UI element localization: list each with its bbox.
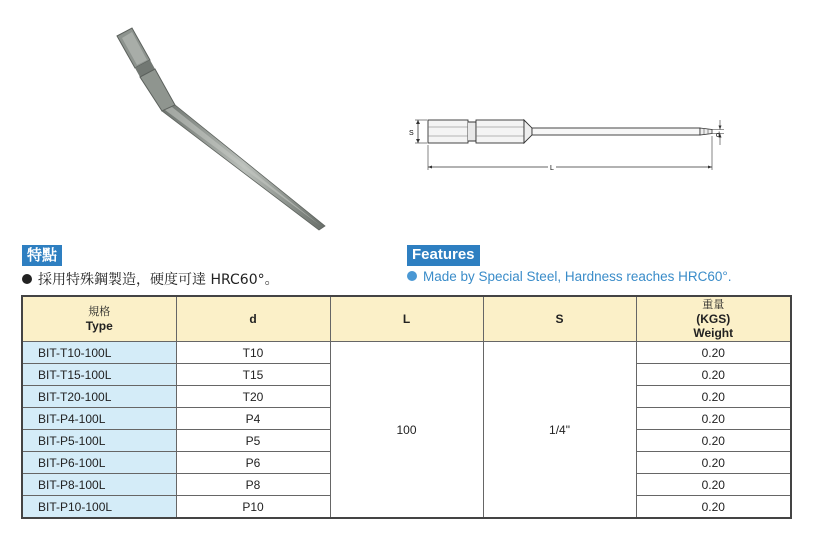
- header-weight-cn: 重量: [702, 298, 725, 311]
- cell-l-shared: 100: [330, 342, 483, 519]
- cell-d: P6: [176, 452, 330, 474]
- header-weight-unit: (KGS): [696, 312, 731, 326]
- header-type: [22, 296, 176, 342]
- cell-d: T15: [176, 364, 330, 386]
- product-photo: [95, 20, 335, 240]
- spec-table: [21, 295, 792, 519]
- cell-type: BIT-P6-100L: [22, 452, 176, 474]
- cell-s-shared: 1/4": [483, 342, 636, 519]
- cell-weight: 0.20: [636, 386, 791, 408]
- header-weight-en: Weight: [693, 326, 734, 340]
- header-type-cn: 規格: [88, 305, 111, 318]
- cell-d: T10: [176, 342, 330, 364]
- cell-d: P4: [176, 408, 330, 430]
- cell-type: BIT-P5-100L: [22, 430, 176, 452]
- bullet-icon: [22, 274, 32, 284]
- cell-weight: 0.20: [636, 430, 791, 452]
- header-weight: [636, 296, 791, 342]
- cell-type: BIT-P4-100L: [22, 408, 176, 430]
- technical-drawing: [400, 100, 730, 185]
- cell-type: BIT-P10-100L: [22, 496, 176, 519]
- cell-weight: 0.20: [636, 408, 791, 430]
- cell-d: P8: [176, 474, 330, 496]
- feature-text-cn: 採用特殊鋼製造，硬度可達 HRC60°。: [38, 272, 279, 288]
- feature-item-cn: [22, 269, 279, 289]
- dim-label-s: S: [409, 130, 414, 137]
- dim-label-l: L: [550, 165, 554, 172]
- cell-weight: 0.20: [636, 342, 791, 364]
- table-row: [22, 342, 791, 364]
- features-heading-en: Features: [407, 245, 480, 266]
- cell-weight: 0.20: [636, 496, 791, 519]
- cell-type: BIT-T20-100L: [22, 386, 176, 408]
- cell-d: P10: [176, 496, 330, 519]
- cell-type: BIT-P8-100L: [22, 474, 176, 496]
- feature-item-en: [407, 269, 732, 284]
- header-d: d: [176, 296, 330, 342]
- header-s: S: [483, 296, 636, 342]
- cell-weight: 0.20: [636, 364, 791, 386]
- cell-type: BIT-T15-100L: [22, 364, 176, 386]
- feature-text-en: Made by Special Steel, Hardness reaches HRC60°.: [423, 269, 732, 284]
- header-l: L: [330, 296, 483, 342]
- table-header-row: [22, 296, 791, 342]
- cell-type: BIT-T10-100L: [22, 342, 176, 364]
- cell-weight: 0.20: [636, 474, 791, 496]
- cell-d: P5: [176, 430, 330, 452]
- features-heading-cn: 特點: [22, 245, 62, 266]
- header-type-en: Type: [85, 319, 113, 333]
- cell-weight: 0.20: [636, 452, 791, 474]
- cell-d: T20: [176, 386, 330, 408]
- bullet-icon: [407, 271, 417, 281]
- dim-label-d: d: [716, 132, 720, 139]
